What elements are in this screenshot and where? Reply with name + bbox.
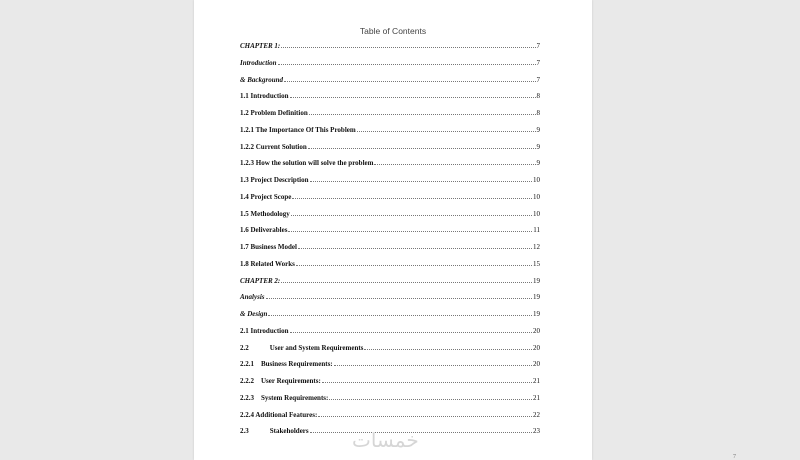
toc-entry-number: 1.2.1 [240, 125, 254, 134]
toc-leader-dots [334, 364, 532, 366]
toc-entry-number: 2.2.4 [240, 410, 254, 419]
toc-entry[interactable] [240, 210, 540, 227]
toc-leader-dots [296, 264, 532, 266]
toc-entry-page: 9 [536, 142, 540, 151]
toc-entry[interactable] [240, 293, 540, 310]
toc-entry-label [240, 143, 307, 151]
toc-entry-text: Additional Features: [255, 410, 318, 419]
toc-entry-label [240, 327, 289, 335]
toc-entry-label [240, 226, 287, 234]
toc-entry[interactable] [240, 260, 540, 277]
toc-entry-number: 1.1 [240, 92, 249, 101]
toc-entry-label [240, 344, 363, 352]
toc-entry[interactable] [240, 277, 540, 294]
document-page [194, 0, 736, 460]
toc-entry-text: How the solution will solve the problem [255, 159, 374, 168]
toc-entry-text: CHAPTER 1: [240, 42, 281, 50]
toc-entry[interactable] [240, 193, 540, 210]
toc-entry[interactable] [240, 159, 540, 176]
toc-entry[interactable] [240, 377, 540, 394]
toc-entry[interactable] [240, 59, 540, 76]
toc-entry-page: 8 [536, 109, 540, 117]
toc-entry-text: & Design [240, 310, 268, 318]
toc-leader-dots [310, 431, 532, 433]
toc-entry[interactable] [240, 360, 540, 377]
toc-entry-number: 1.2.2 [240, 142, 254, 151]
toc-entry-page: 10 [533, 209, 540, 218]
toc-leader-dots [298, 247, 532, 249]
toc-entry-text: The Importance Of This Problem [255, 125, 356, 134]
toc-entry-label [240, 176, 309, 184]
toc-leader-dots [288, 230, 532, 232]
toc-entry-label [240, 243, 297, 251]
toc-entry-text: System Requirements: [261, 393, 329, 402]
toc-entry-page: 21 [533, 393, 540, 402]
toc-entry-number: 1.2.3 [240, 159, 254, 168]
toc-entry-text: Stakeholders [269, 427, 309, 436]
toc-list [240, 42, 540, 444]
toc-entry-number: 1.2 [240, 109, 249, 117]
toc-leader-dots [278, 63, 536, 65]
toc-leader-dots [281, 46, 535, 48]
toc-entry-number: 2.3 [240, 427, 249, 436]
toc-entry-number: 1.5 [240, 209, 249, 218]
toc-entry-page: 7 [536, 58, 540, 67]
toc-entry-page: 9 [536, 125, 540, 134]
toc-leader-dots [309, 113, 536, 115]
toc-entry-text: Introduction [240, 58, 277, 67]
toc-entry-page: 8 [536, 92, 540, 101]
toc-entry[interactable] [240, 92, 540, 109]
toc-entry-label [240, 277, 280, 285]
toc-entry-text: Business Requirements: [261, 360, 333, 369]
toc-entry-label [240, 260, 295, 268]
toc-entry-label [240, 42, 280, 50]
toc-entry-page: 19 [533, 293, 540, 302]
toc-entry[interactable] [240, 243, 540, 260]
toc-leader-dots [266, 297, 532, 299]
toc-leader-dots [291, 214, 532, 216]
toc-entry-label [240, 59, 277, 67]
toc-entry-page: 11 [533, 226, 540, 235]
toc-entry-page: 15 [533, 259, 540, 268]
toc-entry-label [240, 159, 373, 167]
toc-leader-dots [308, 147, 536, 149]
toc-leader-dots [290, 331, 533, 333]
toc-leader-dots [290, 96, 536, 98]
toc-entry-text: Methodology [250, 209, 290, 218]
toc-leader-dots [310, 180, 533, 182]
toc-entry-text: Business Model [250, 243, 297, 251]
toc-entry-number: 1.4 [240, 192, 249, 201]
toc-entry-number: 2.2.1 [240, 360, 254, 369]
toc-entry-page: 20 [533, 343, 540, 352]
toc-entry[interactable] [240, 109, 540, 126]
toc-entry-text: Current Solution [255, 142, 307, 151]
toc-entry-label [240, 76, 283, 84]
toc-entry-text: & Background [240, 75, 283, 84]
toc-entry-number: 1.6 [240, 226, 249, 235]
toc-entry-number: 1.7 [240, 243, 249, 251]
toc-title: Table of Contents [359, 26, 427, 36]
toc-entry-text: User Requirements: [261, 377, 321, 385]
toc-leader-dots [268, 314, 532, 316]
toc-leader-dots [281, 281, 532, 283]
toc-entry-number: 2.2.2 [240, 377, 254, 385]
toc-entry[interactable] [240, 226, 540, 243]
toc-entry[interactable] [240, 42, 540, 59]
toc-entry[interactable] [240, 310, 540, 327]
toc-entry-page: 7 [536, 75, 540, 84]
toc-leader-dots [374, 163, 535, 165]
toc-leader-dots [322, 381, 532, 383]
toc-entry-label [240, 360, 333, 368]
toc-entry-label [240, 210, 290, 218]
toc-entry-page: 19 [533, 310, 540, 318]
toc-entry[interactable] [240, 143, 540, 160]
toc-entry[interactable] [240, 411, 540, 428]
toc-entry-text: Project Scope [250, 192, 292, 201]
toc-entry-label [240, 377, 321, 385]
toc-entry-number: 1.3 [240, 176, 249, 184]
toc-entry-text: Introduction [250, 92, 289, 101]
toc-entry-page: 20 [533, 326, 540, 335]
toc-entry-text: Introduction [250, 326, 289, 335]
toc-entry-text: CHAPTER 2: [240, 276, 281, 285]
toc-entry-page: 7 [536, 42, 540, 50]
toc-leader-dots [364, 348, 532, 350]
toc-entry-label [240, 293, 265, 301]
toc-leader-dots [284, 80, 536, 82]
toc-entry[interactable] [240, 176, 540, 193]
toc-entry-number: 2.2.3 [240, 393, 254, 402]
toc-entry-page: 19 [533, 276, 540, 285]
toc-entry-page: 10 [533, 176, 540, 184]
toc-entry-page: 23 [533, 427, 540, 436]
toc-entry-label [240, 394, 328, 402]
toc-entry-number: 2.1 [240, 326, 249, 335]
toc-entry-text: Deliverables [250, 226, 288, 235]
toc-entry-text: Project Description [250, 176, 309, 184]
toc-entry-page: 20 [533, 360, 540, 369]
toc-entry[interactable] [240, 76, 540, 93]
toc-entry-label [240, 310, 267, 318]
toc-leader-dots [292, 197, 532, 199]
toc-entry-text: Problem Definition [250, 109, 308, 117]
toc-leader-dots [357, 130, 536, 132]
toc-entry[interactable] [240, 394, 540, 411]
toc-entry-label [240, 427, 309, 435]
toc-entry[interactable] [240, 327, 540, 344]
toc-leader-dots [329, 398, 532, 400]
toc-entry-label [240, 126, 356, 134]
toc-entry-page: 9 [536, 159, 540, 168]
toc-entry-number: 2.2 [240, 343, 249, 352]
toc-entry-label [240, 193, 291, 201]
toc-entry-number: 1.8 [240, 259, 249, 268]
toc-entry-page: 10 [533, 192, 540, 201]
toc-entry-label [240, 109, 308, 117]
toc-entry-page: 22 [533, 410, 540, 419]
toc-entry[interactable] [240, 126, 540, 143]
toc-entry-label [240, 411, 317, 419]
toc-entry-text: Related Works [250, 259, 295, 268]
page-number: 7 [733, 454, 736, 460]
toc-entry-text: User and System Requirements [269, 343, 364, 352]
toc-leader-dots [318, 415, 532, 417]
watermark-logo: خمسات [352, 428, 419, 452]
toc-entry-label [240, 92, 289, 100]
toc-entry[interactable] [240, 344, 540, 361]
toc-entry-text: Analysis [240, 293, 265, 302]
toc-entry-page: 12 [533, 243, 540, 251]
toc-entry-page: 21 [533, 377, 540, 385]
